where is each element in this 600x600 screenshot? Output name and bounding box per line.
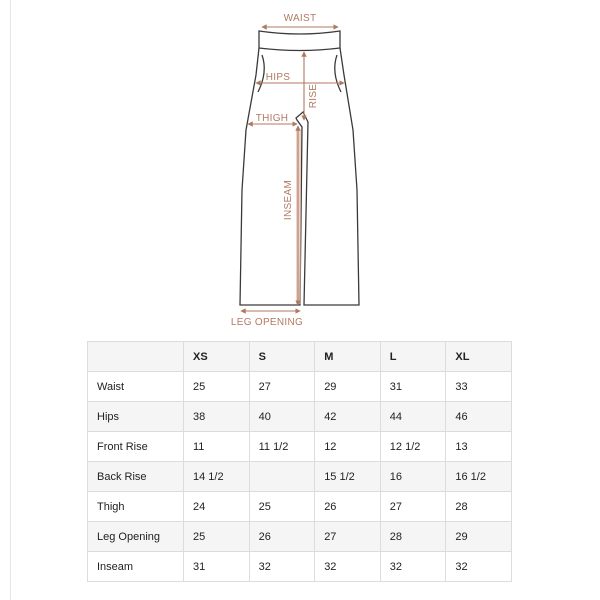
header-cell-s: S [249, 342, 315, 372]
table-row-thigh [88, 492, 512, 522]
table-cell: 11 [184, 432, 250, 462]
header-cell [88, 342, 184, 372]
table-cell: 13 [446, 432, 512, 462]
table-cell: 28 [380, 522, 446, 552]
rise-label: RISE [308, 83, 319, 109]
leg-opening-label: LEG OPENING [230, 317, 304, 328]
waistband [259, 31, 340, 51]
table-cell: 29 [446, 522, 512, 552]
table-cell: 28 [446, 492, 512, 522]
table-cell: 32 [380, 552, 446, 582]
table-cell: 40 [249, 402, 315, 432]
table-cell: 11 1/2 [249, 432, 315, 462]
table-cell: 27 [380, 492, 446, 522]
table-cell: 44 [380, 402, 446, 432]
row-label: Waist [88, 372, 184, 402]
table-row-hips [88, 402, 512, 432]
table-cell: 46 [446, 402, 512, 432]
inseam-label: INSEAM [283, 179, 294, 221]
table-cell: 25 [184, 372, 250, 402]
header-cell-m: M [315, 342, 381, 372]
table-cell: 29 [315, 372, 381, 402]
header-cell-xl: XL [446, 342, 512, 372]
header-cell-xs: XS [184, 342, 250, 372]
size-chart-table [87, 341, 512, 582]
table-cell: 42 [315, 402, 381, 432]
measurement-lines [243, 27, 342, 311]
table-row-leg-opening [88, 522, 512, 552]
hips-label: HIPS [265, 72, 291, 83]
table-row-front-rise [88, 432, 512, 462]
left-pocket [258, 55, 264, 92]
waist-label: WAIST [283, 13, 317, 24]
table-cell: 14 1/2 [184, 462, 250, 492]
table-row-back-rise [88, 462, 512, 492]
table-cell: 33 [446, 372, 512, 402]
row-label: Leg Opening [88, 522, 184, 552]
table-cell: 12 1/2 [380, 432, 446, 462]
right-pocket [335, 55, 341, 92]
table-cell: 38 [184, 402, 250, 432]
table-cell: 32 [446, 552, 512, 582]
row-label: Hips [88, 402, 184, 432]
row-label: Thigh [88, 492, 184, 522]
table-cell: 31 [380, 372, 446, 402]
table-cell: 27 [249, 372, 315, 402]
table-header-row [88, 342, 512, 372]
row-label: Back Rise [88, 462, 184, 492]
table-cell: 27 [315, 522, 381, 552]
thigh-label: THIGH [255, 113, 289, 124]
table-row-inseam [88, 552, 512, 582]
table-cell: 26 [315, 492, 381, 522]
table-cell: 32 [249, 552, 315, 582]
table-cell: 16 1/2 [446, 462, 512, 492]
table-cell: 31 [184, 552, 250, 582]
table-cell: 25 [184, 522, 250, 552]
table-cell: 25 [249, 492, 315, 522]
row-label: Inseam [88, 552, 184, 582]
table-row-waist [88, 372, 512, 402]
row-label: Front Rise [88, 432, 184, 462]
table-cell [249, 462, 315, 492]
table-cell: 12 [315, 432, 381, 462]
table-cell: 24 [184, 492, 250, 522]
header-cell-l: L [380, 342, 446, 372]
table-cell: 26 [249, 522, 315, 552]
table-cell: 15 1/2 [315, 462, 381, 492]
table-cell: 32 [315, 552, 381, 582]
table-cell: 16 [380, 462, 446, 492]
